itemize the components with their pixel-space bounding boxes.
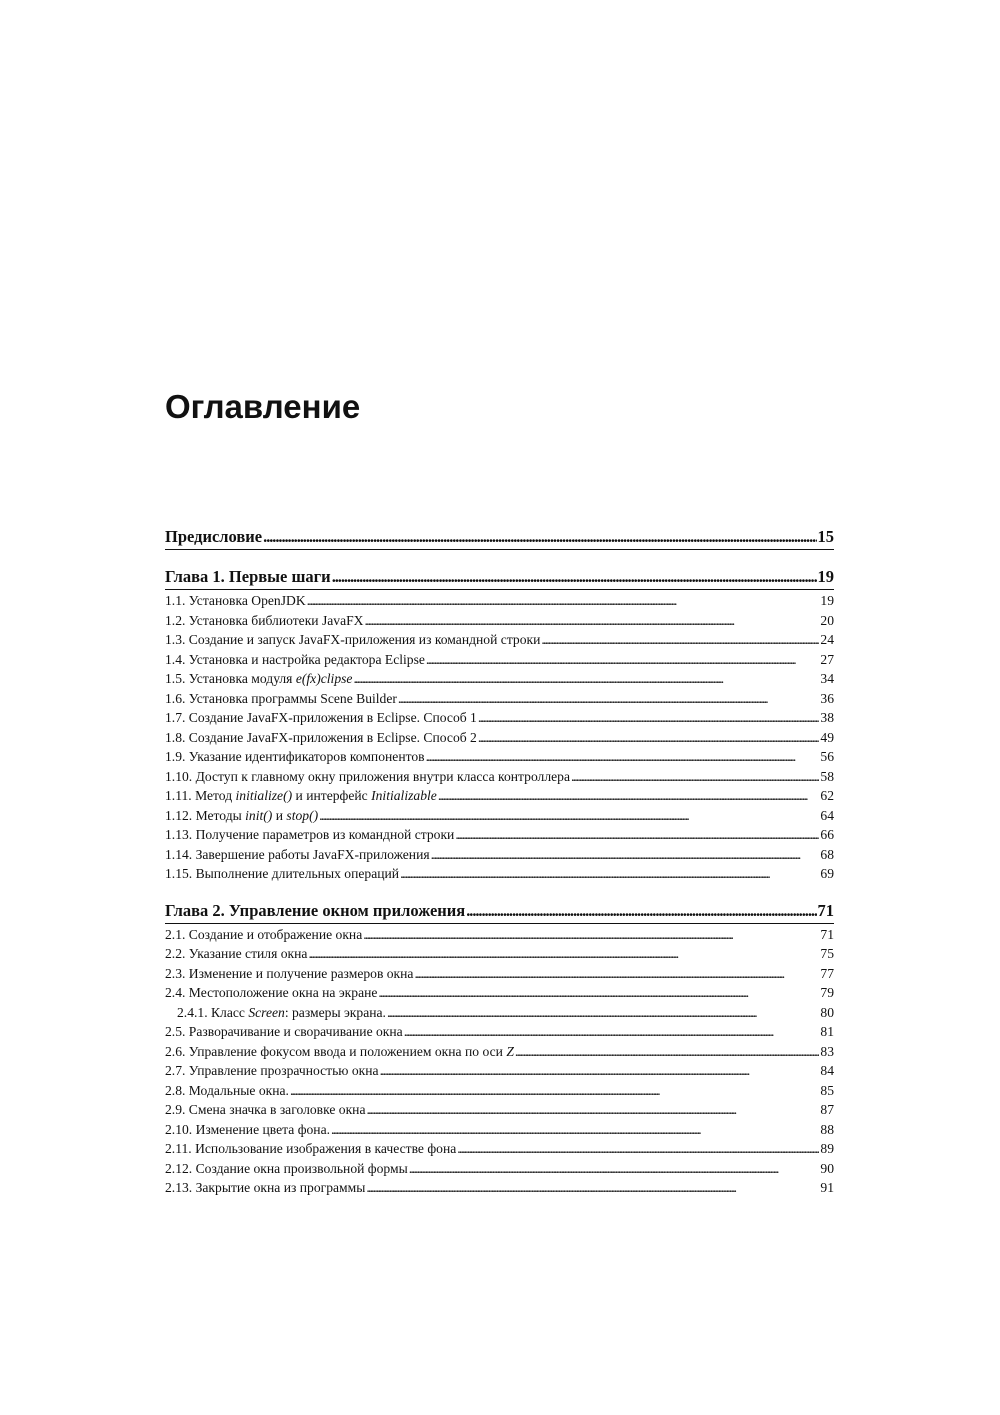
toc-dot-leader [466, 899, 816, 923]
toc-section-entry[interactable] [165, 944, 834, 964]
toc-page-number: 64 [820, 807, 834, 823]
toc-page-number: 87 [820, 1102, 834, 1117]
toc-section-entry[interactable] [165, 925, 834, 945]
toc-dot-leader [438, 786, 820, 806]
toc-dot-leader [541, 630, 819, 650]
toc-section-entry[interactable] [165, 864, 834, 884]
toc-entry-title: 2.7. Управление прозрачностью окна [165, 1063, 379, 1078]
toc-section-entry[interactable] [165, 611, 834, 631]
toc-page-number: 81 [820, 1024, 834, 1039]
toc-section-entry[interactable] [165, 669, 834, 689]
toc-entry-title: 2.13. Закрытие окна из программы [165, 1180, 366, 1195]
toc-dot-leader [457, 1139, 819, 1159]
toc-entry-title: 1.8. Создание JavaFX-приложения в Eclipse. Способ 2 [165, 729, 477, 745]
toc-entry-title: 2.9. Смена значка в заголовке окна [165, 1102, 366, 1117]
toc-section-entry[interactable] [165, 1120, 834, 1140]
toc-dot-leader [308, 944, 819, 964]
toc-page-number: 90 [820, 1160, 834, 1176]
toc-dot-leader [378, 983, 819, 1003]
toc-page-number: 15 [817, 527, 834, 546]
toc-entry-title: 1.15. Выполнение длительных операций [165, 866, 400, 881]
toc-page-number: 36 [820, 690, 834, 706]
toc-section-entry[interactable] [165, 825, 834, 845]
toc-page-number: 89 [820, 1141, 834, 1156]
toc-dot-leader [290, 1081, 819, 1101]
toc-section-entry[interactable] [165, 689, 834, 709]
toc-section-entry[interactable] [165, 630, 834, 650]
toc-dot-leader [414, 964, 819, 984]
toc-dot-leader [404, 1022, 820, 1042]
toc-dot-leader [366, 1100, 819, 1120]
toc-dot-leader [365, 611, 820, 631]
toc-page-number: 68 [820, 846, 834, 862]
toc-subsection-entry[interactable] [165, 1003, 834, 1023]
toc-chapter-entry[interactable] [165, 565, 834, 590]
toc-chapter [165, 525, 834, 550]
toc-entry-title: Предисловие [165, 527, 263, 546]
toc-entry-title: 1.10. Доступ к главному окну приложения внутри класса контроллера [165, 768, 570, 784]
toc-page-number: 79 [820, 985, 834, 1000]
toc-entry-title: 1.6. Установка программы Scene Builder [165, 690, 397, 706]
toc-page-number: 83 [820, 1043, 834, 1059]
toc-entry-title: 2.4.1. Класс Screen: размеры экрана. [177, 1004, 386, 1020]
toc-section-entry[interactable] [165, 1100, 834, 1120]
toc-dot-leader [426, 650, 819, 670]
toc-dot-leader [431, 845, 820, 865]
toc-section-entry[interactable] [165, 767, 834, 787]
toc-entry-title: Глава 1. Первые шаги [165, 567, 331, 586]
toc-chapter-entry[interactable] [165, 899, 834, 924]
toc-entry-title: 1.5. Установка модуля e(fx)clipse [165, 671, 353, 686]
toc-entry-title: 2.1. Создание и отображение окна [165, 926, 363, 942]
toc-page-number: 75 [820, 946, 834, 961]
toc-section-entry[interactable] [165, 1042, 834, 1062]
toc-section-entry[interactable] [165, 591, 834, 611]
toc-section-entry[interactable] [165, 845, 834, 865]
toc-entry-title: Глава 2. Управление окном приложения [165, 900, 466, 920]
toc-page-number: 71 [817, 900, 834, 920]
toc-page-number: 91 [820, 1180, 834, 1195]
toc-section-entry[interactable] [165, 728, 834, 748]
toc-dot-leader [455, 825, 819, 845]
toc-entry-title: 1.3. Создание и запуск JavaFX-приложения из командной строки [165, 632, 541, 647]
toc-page-number: 62 [820, 788, 834, 803]
toc-dot-leader [307, 591, 820, 611]
toc-page-number: 71 [820, 926, 834, 942]
toc-section-entry[interactable] [165, 1178, 834, 1198]
toc-dot-leader [478, 708, 820, 728]
toc-dot-leader [331, 1120, 819, 1140]
toc-dot-leader [387, 1003, 819, 1023]
toc-dot-leader [426, 747, 820, 767]
page-title: Оглавление [165, 388, 361, 425]
toc-section-entry[interactable] [165, 983, 834, 1003]
toc-page-number: 84 [820, 1063, 834, 1078]
toc-entry-title: 1.11. Метод initialize() и интерфейс Initializable [165, 788, 437, 803]
toc-entry-title: 1.4. Установка и настройка редактора Eclipse [165, 651, 425, 667]
toc-dot-leader [409, 1159, 820, 1179]
toc-section-entry[interactable] [165, 1081, 834, 1101]
toc-page-number: 19 [820, 593, 834, 608]
toc-entry-title: 1.9. Указание идентификаторов компонентов [165, 749, 425, 764]
toc-dot-leader [363, 925, 819, 945]
toc-chapter [165, 565, 834, 884]
toc-page-number: 77 [820, 965, 834, 981]
toc-entry-title: 2.5. Разворачивание и сворачивание окна [165, 1024, 403, 1039]
toc-entry-title: 2.2. Указание стиля окна [165, 946, 308, 961]
toc-page-number: 38 [820, 710, 834, 725]
toc-page-number: 27 [820, 651, 834, 667]
toc-section-entry[interactable] [165, 1022, 834, 1042]
toc-entry-title: 1.12. Методы init() и stop() [165, 807, 319, 823]
toc-page-number: 69 [820, 866, 834, 881]
toc-section-entry[interactable] [165, 1061, 834, 1081]
toc-entry-title: 2.8. Модальные окна. [165, 1082, 289, 1098]
toc-page-number: 56 [820, 749, 834, 764]
toc-section-entry[interactable] [165, 650, 834, 670]
toc-page-number: 34 [820, 671, 834, 686]
toc-entry-title: 1.2. Установка библиотеки JavaFX [165, 612, 364, 628]
toc-section-entry[interactable] [165, 1159, 834, 1179]
toc-page-number: 20 [820, 612, 834, 628]
toc-dot-leader [366, 1178, 819, 1198]
toc-page-number: 85 [820, 1082, 834, 1098]
toc-dot-leader [515, 1042, 820, 1062]
toc-section-entry[interactable] [165, 708, 834, 728]
toc-dot-leader [332, 565, 817, 589]
toc-page-number: 66 [820, 827, 834, 842]
table-of-contents [165, 525, 834, 1198]
toc-dot-leader [400, 864, 819, 884]
toc-entry-title: 1.1. Установка OpenJDK [165, 593, 306, 608]
toc-section-entry[interactable] [165, 786, 834, 806]
toc-entry-title: 2.12. Создание окна произвольной формы [165, 1160, 408, 1176]
toc-section-entry[interactable] [165, 747, 834, 767]
toc-section-entry[interactable] [165, 1139, 834, 1159]
toc-page-number: 49 [820, 729, 834, 745]
toc-chapter-entry[interactable] [165, 525, 834, 550]
toc-chapter [165, 899, 834, 1198]
toc-page-number: 24 [820, 632, 834, 647]
toc-entry-title: 2.6. Управление фокусом ввода и положением окна по оси Z [165, 1043, 514, 1059]
toc-dot-leader [353, 669, 819, 689]
toc-entry-title: 1.13. Получение параметров из командной строки [165, 827, 455, 842]
toc-dot-leader [478, 728, 820, 748]
toc-entry-title: 1.7. Создание JavaFX-приложения в Eclipse. Способ 1 [165, 710, 477, 725]
toc-entry-title: 2.3. Изменение и получение размеров окна [165, 965, 414, 981]
toc-entry-title: 1.14. Завершение работы JavaFX-приложения [165, 846, 430, 862]
toc-entry-title: 2.4. Местоположение окна на экране [165, 985, 378, 1000]
toc-entry-title: 2.11. Использование изображения в качестве фона [165, 1141, 457, 1156]
toc-dot-leader [571, 767, 819, 787]
toc-entry-title: 2.10. Изменение цвета фона. [165, 1121, 331, 1137]
toc-page-number: 88 [820, 1121, 834, 1137]
toc-dot-leader [380, 1061, 820, 1081]
toc-dot-leader [398, 689, 819, 709]
toc-section-entry[interactable] [165, 964, 834, 984]
toc-dot-leader [263, 525, 816, 549]
toc-page-number: 80 [820, 1004, 834, 1020]
toc-dot-leader [319, 806, 819, 826]
toc-page-number: 58 [820, 768, 834, 784]
toc-page-number: 19 [817, 567, 834, 586]
toc-section-entry[interactable] [165, 806, 834, 826]
